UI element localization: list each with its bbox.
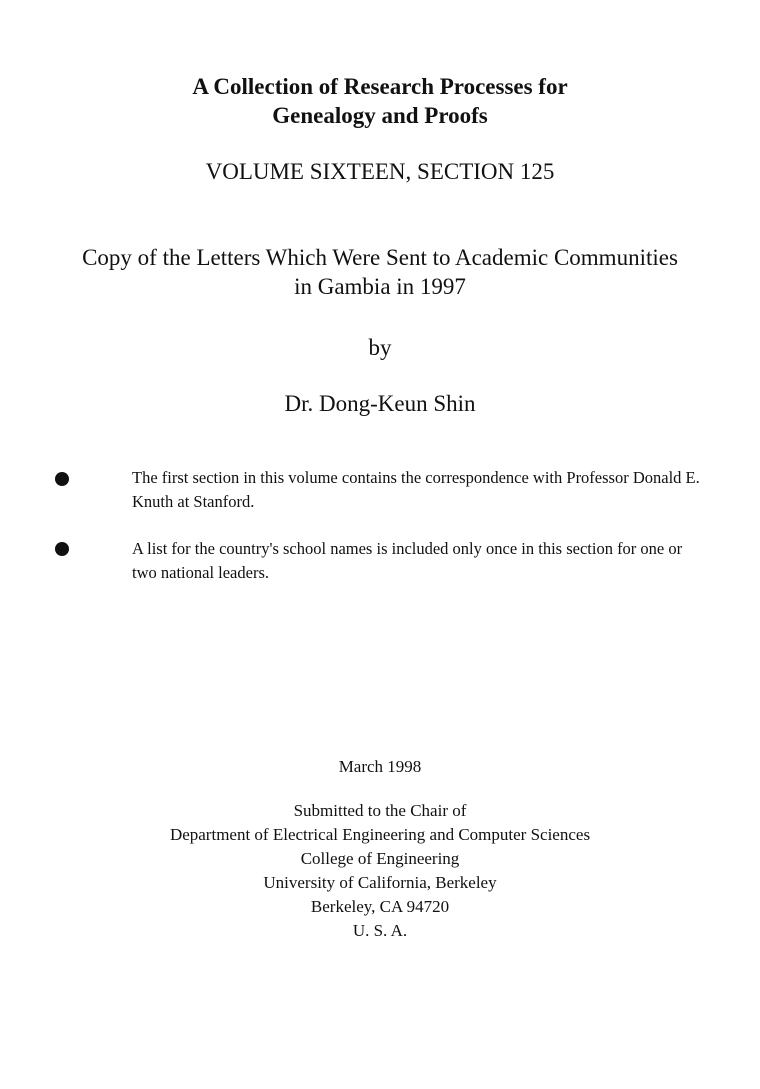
submission-university: University of California, Berkeley bbox=[263, 873, 497, 892]
submission-department: Department of Electrical Engineering and Computer Sciences bbox=[169, 825, 591, 844]
document-title-line-1: A Collection of Research Processes for bbox=[192, 74, 568, 99]
document-subtitle-line-1: Copy of the Letters Which Were Sent to Academic Communities bbox=[82, 245, 678, 270]
submission-line-1: Submitted to the Chair of bbox=[293, 801, 467, 820]
bullet-dot-icon bbox=[55, 472, 69, 486]
volume-section-heading: VOLUME SIXTEEN, SECTION 125 bbox=[205, 159, 555, 184]
bullet-dot-icon bbox=[55, 542, 69, 556]
bullet-text: A list for the country's school names is included only once in this section for one or two national leaders. bbox=[132, 539, 683, 582]
author-name: Dr. Dong-Keun Shin bbox=[284, 391, 476, 416]
bullet-text: The first section in this volume contains the correspondence with Professor Donald E. Knuth at Stanford. bbox=[132, 468, 700, 511]
byline: by bbox=[368, 335, 392, 360]
submission-country: U. S. A. bbox=[352, 921, 408, 940]
submission-city: Berkeley, CA 94720 bbox=[310, 897, 450, 916]
document-date: March 1998 bbox=[338, 757, 422, 776]
document-title-line-2: Genealogy and Proofs bbox=[272, 103, 488, 128]
submission-college: College of Engineering bbox=[300, 849, 460, 868]
document-subtitle-line-2: in Gambia in 1997 bbox=[294, 274, 466, 299]
